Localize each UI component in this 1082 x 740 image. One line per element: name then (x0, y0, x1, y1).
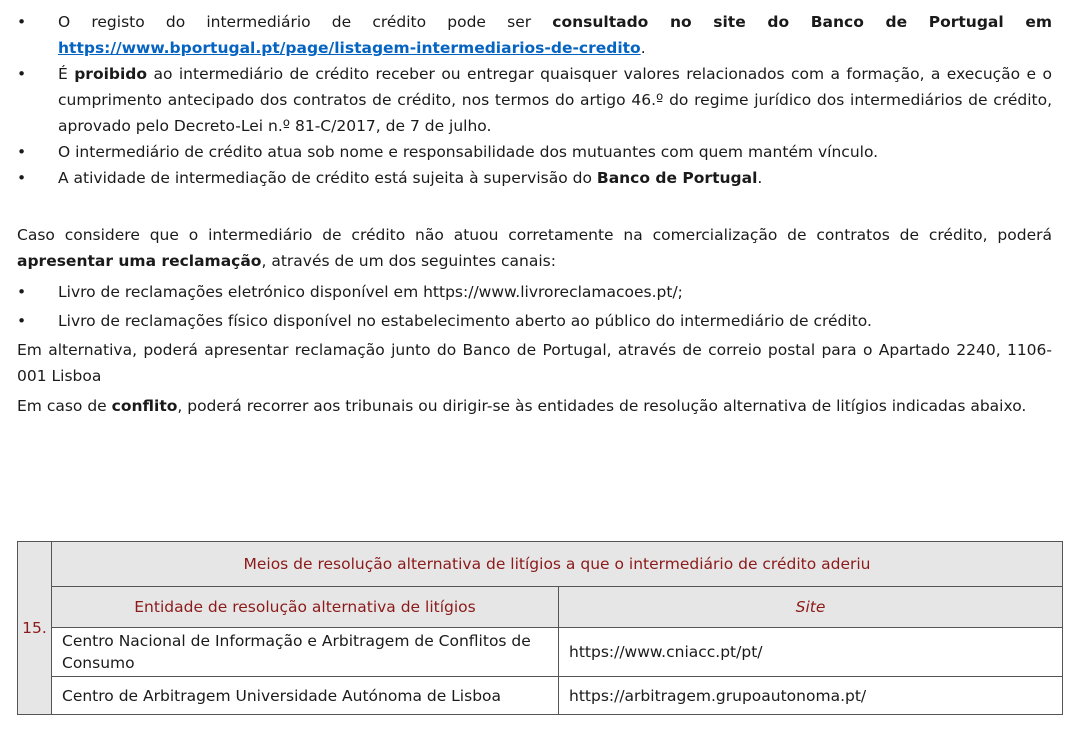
complaint-intro (17, 222, 1052, 274)
list-item (17, 308, 1052, 334)
table-title: Meios de resolução alternativa de litígios a que o intermediário de crédito aderiu (52, 542, 1063, 587)
list-item (17, 279, 1052, 305)
entity-cell: Centro Nacional de Informação e Arbitragem de Conflitos de Consumo (52, 628, 559, 677)
section-number: 15. (18, 542, 52, 715)
bullet-bold-text: proibido (74, 65, 148, 83)
bportugal-listing-link[interactable]: https://www.bportugal.pt/page/listagem-intermediarios-de-credito (58, 39, 641, 57)
complaint-intro-text: Caso considere que o intermediário de crédito não atuou corretamente na comercialização de contratos de crédito, poderá (17, 226, 1052, 244)
bullet-bold-text: Banco de Portugal (596, 169, 758, 187)
site-cell: https://www.cniacc.pt/pt/ (559, 628, 1063, 677)
conflict-bold: conflito (111, 397, 178, 415)
channel-text: Livro de reclamações físico disponível no estabelecimento aberto ao público do intermediário de crédito. (58, 312, 872, 330)
table-row (18, 677, 1063, 715)
conflict-text: Em caso de (17, 397, 112, 415)
complaint-intro-bold: apresentar uma reclamação (17, 252, 262, 270)
complaint-intro-end: , através de um dos seguintes canais: (261, 252, 556, 270)
channel-text: Livro de reclamações eletrónico disponível em https://www.livroreclamacoes.pt/; (58, 283, 683, 301)
column-header-site: Site (559, 587, 1063, 628)
conflict-text-end: , poderá recorrer aos tribunais ou dirigir-se às entidades de resolução alternativa de litígios indicadas abaixo. (177, 397, 1027, 415)
column-header-entity: Entidade de resolução alternativa de litígios (52, 587, 559, 628)
site-cell: https://arbitragem.grupoautonoma.pt/ (559, 677, 1063, 715)
list-item (17, 165, 1052, 191)
bullet-text: É (58, 65, 75, 83)
bullet-text-end: ao intermediário de crédito receber ou entregar quaisquer valores relacionados com a formação, a execução e o cumprimento antecipado dos contratos de crédito, nos termos do artigo 46.º do regime jurídico dos intermediários de crédito, aprovado pelo Decreto-Lei n.º 81-C/2017, de 7 de julho. (58, 65, 1052, 135)
bullet-text-end: . (640, 39, 646, 57)
table-header-row (18, 587, 1063, 628)
conflict-paragraph (17, 393, 1052, 419)
bullet-text-end: . (757, 169, 763, 187)
adr-table (17, 541, 1063, 715)
list-item (17, 139, 1052, 165)
list-item (17, 61, 1052, 139)
alternative-paragraph: Em alternativa, poderá apresentar reclamação junto do Banco de Portugal, através de correio postal para o Apartado 2240, 1106-001 Lisboa (17, 341, 1052, 385)
bullet-text: O registo do intermediário de crédito pode ser (58, 13, 553, 31)
bullet-bold-text: consultado no site do Banco de Portugal em (552, 13, 1052, 31)
table-row (18, 628, 1063, 677)
complaint-channel-list (17, 279, 1052, 334)
list-item (17, 9, 1052, 61)
info-bullet-list (17, 9, 1052, 191)
bullet-text: O intermediário de crédito atua sob nome e responsabilidade dos mutuantes com quem mantém vínculo. (58, 143, 879, 161)
entity-cell: Centro de Arbitragem Universidade Autónoma de Lisboa (52, 677, 559, 715)
bullet-text: A atividade de intermediação de crédito está sujeita à supervisão do (58, 169, 597, 187)
